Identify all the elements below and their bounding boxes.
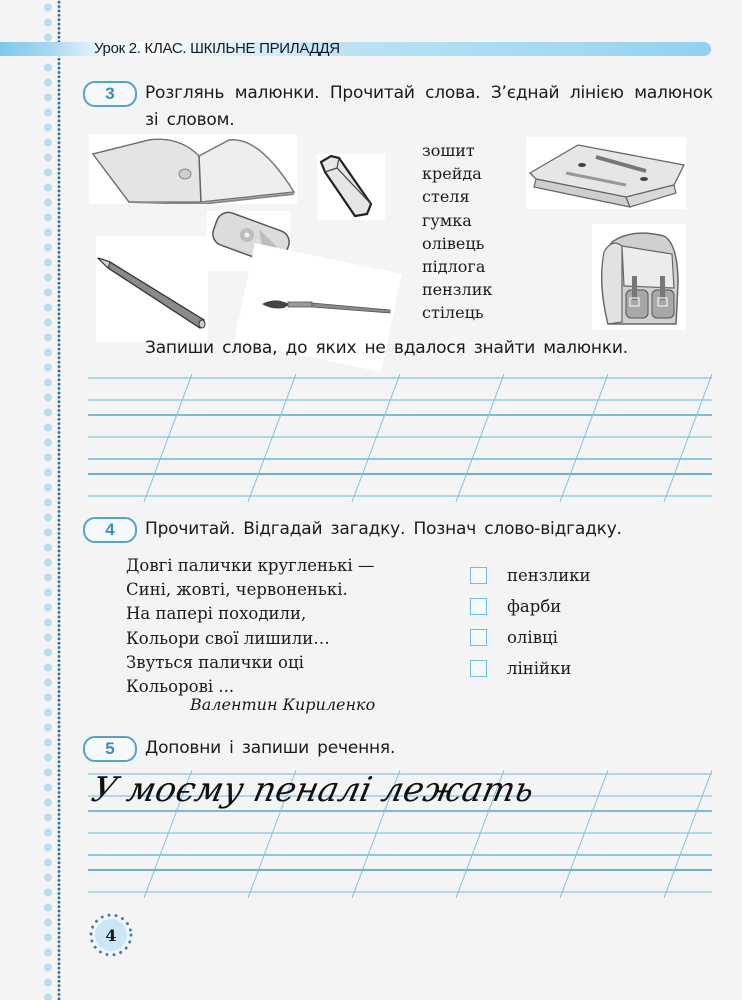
answer-label: олівці [507, 628, 558, 647]
poem-line: Кольорові ... [126, 677, 235, 697]
answer-option[interactable] [470, 628, 558, 647]
word-item[interactable]: гумка [422, 210, 472, 230]
answer-label: лінійки [507, 659, 572, 678]
word-item[interactable]: олівець [422, 233, 485, 253]
exercise-number: 5 [105, 739, 115, 758]
answer-checkbox[interactable] [470, 598, 487, 615]
margin-circles-decoration [43, 0, 53, 1000]
backpack-picture[interactable] [592, 224, 686, 330]
margin-dots-decoration [57, 0, 61, 1000]
exercise-3-followup-instruction: Запиши слова, до яких не вдалося знайти малюнки. [145, 338, 628, 358]
answer-option[interactable] [470, 659, 571, 678]
poem-line: Сині, жовті, червоненькі. [126, 580, 348, 600]
answer-label: фарби [507, 597, 562, 616]
word-item[interactable]: зошит [422, 141, 475, 160]
paintbrush-picture[interactable] [260, 290, 394, 320]
pencil-picture[interactable] [96, 236, 208, 342]
answer-checkbox[interactable] [470, 660, 487, 677]
page-number: 4 [105, 925, 117, 945]
handwritten-sentence-start: У моєму пеналі лежать [88, 770, 538, 810]
answer-checkbox[interactable] [470, 629, 487, 646]
ruled-lines [88, 370, 712, 504]
pencil-case-icon [526, 137, 686, 209]
lesson-title: Урок 2. КЛАС. ШКІЛЬНЕ ПРИЛАДДЯ [94, 40, 340, 57]
poem-author: Валентин Кириленко [190, 695, 376, 714]
exercise-5-badge [83, 736, 137, 762]
answer-label: пензлики [507, 566, 591, 585]
word-item[interactable]: підлога [422, 257, 486, 277]
word-list [422, 139, 492, 325]
word-item[interactable]: пензлик [422, 280, 493, 300]
answer-option[interactable] [470, 566, 591, 585]
open-notebook-icon [89, 134, 297, 204]
writing-area-exercise-3[interactable] [88, 370, 712, 504]
exercise-3-instruction-line1: Розглянь малюнки. Прочитай слова. З’єднай лінією малюнок [145, 83, 713, 103]
exercise-5-instruction: Доповни і запиши речення. [145, 738, 396, 758]
paintbrush-icon [260, 290, 394, 320]
exercise-3-badge [83, 81, 137, 107]
poem-line: Кольори свої лишили… [126, 628, 330, 648]
exercise-number: 3 [105, 84, 115, 103]
word-item[interactable]: стілець [422, 303, 484, 323]
riddle-poem [126, 554, 374, 699]
backpack-icon [592, 224, 686, 330]
exercise-number: 4 [105, 520, 115, 539]
exercise-4-badge [83, 517, 137, 543]
chalk-icon [317, 154, 385, 220]
exercise-4-instruction: Прочитай. Відгадай загадку. Познач слово-відгадку. [145, 519, 622, 539]
notebook-picture[interactable] [89, 134, 297, 204]
answer-checkbox[interactable] [470, 567, 487, 584]
chalk-picture[interactable] [317, 154, 385, 220]
dotted-circle-icon [88, 912, 134, 958]
word-item[interactable]: крейда [422, 164, 482, 184]
pencil-icon [96, 236, 208, 342]
exercise-3-instruction-line2: зі словом. [145, 110, 235, 130]
page-number-badge [88, 912, 134, 958]
poem-line: На папері походили, [126, 604, 307, 624]
answer-option[interactable] [470, 597, 561, 616]
word-item[interactable]: стеля [422, 187, 470, 207]
poem-line: Довгі палички кругленькі — [126, 556, 375, 575]
pencil-case-picture[interactable] [526, 137, 686, 209]
poem-line: Звуться палички оці [126, 652, 304, 672]
